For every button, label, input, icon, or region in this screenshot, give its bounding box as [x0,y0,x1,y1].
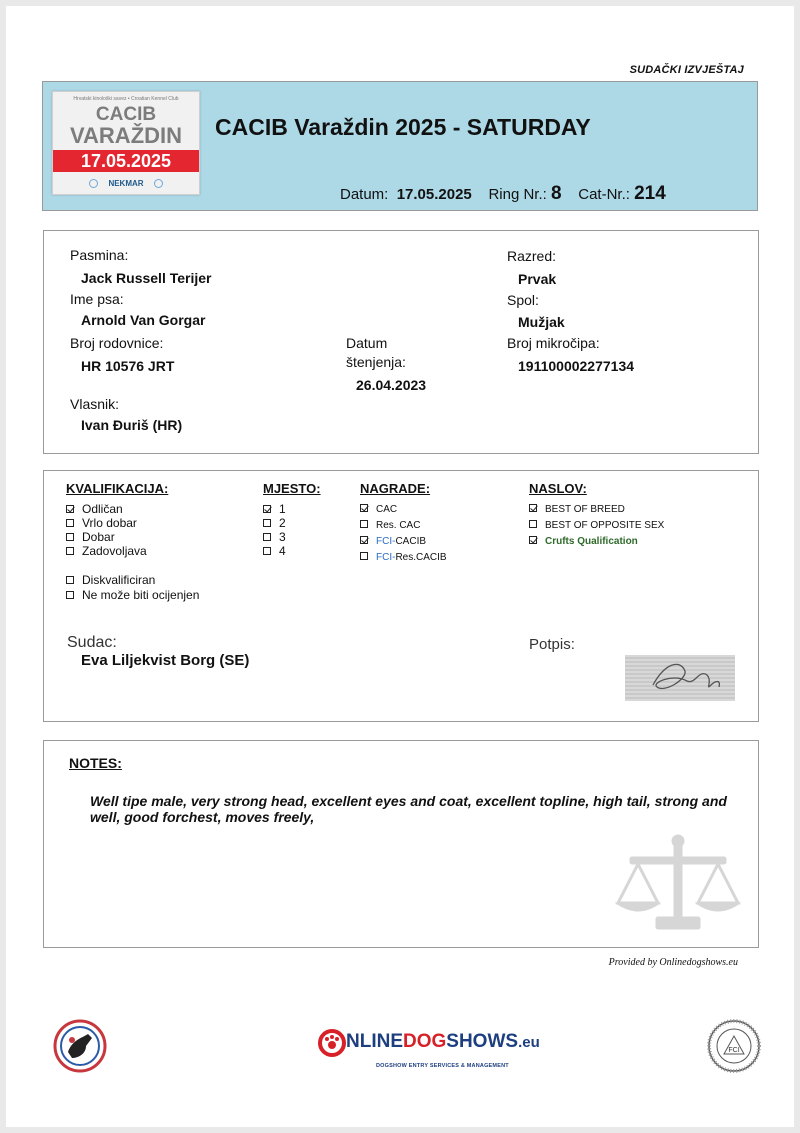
logo-badge-icon [89,179,98,188]
breed-label: Pasmina: [70,247,129,263]
qualification-option[interactable]: Dobar [66,530,115,544]
checkbox-icon[interactable] [529,504,537,512]
placement-option[interactable]: 1 [263,502,286,516]
birth-label-2: štenjenja: [346,354,406,370]
class-value: Prvak [518,271,557,287]
event-info-row [340,183,666,205]
award-option[interactable]: CAC [360,503,397,517]
report-page [6,6,794,1127]
brand-tagline: DOGSHOW ENTRY SERVICES & MANAGEMENT [376,1063,509,1069]
report-type: SUDAČKI IZVJEŠTAJ [629,64,744,76]
notes-title: NOTES: [69,755,122,771]
checkbox-icon[interactable] [66,576,74,584]
checkbox-icon[interactable] [66,547,74,555]
scales-watermark-icon [610,831,750,941]
checkbox-icon[interactable] [263,533,271,541]
ring-label: Ring Nr.: [488,186,547,203]
checkbox-icon[interactable] [263,505,271,513]
cat-label: Cat-Nr.: [578,186,630,203]
awards-heading: NAGRADE: [360,481,431,496]
logo-line1: CACIB [95,104,157,125]
qualification-option[interactable]: Zadovoljava [66,544,147,558]
checkbox-icon[interactable] [66,505,74,513]
event-title: CACIB Varaždin 2025 - SATURDAY [215,114,591,140]
pedigree-label: Broj rodovnice: [70,335,164,351]
checkbox-icon[interactable] [360,552,368,560]
checkbox-icon[interactable] [263,519,271,527]
fci-logo-icon [706,1018,762,1074]
owner-label: Vlasnik: [70,396,120,412]
award-option[interactable]: FCI-CACIB [360,535,426,549]
class-label: Razred: [507,248,557,264]
placement-option[interactable]: 4 [263,544,286,558]
placement-option[interactable]: 2 [263,516,286,530]
chip-label: Broj mikročipa: [507,335,600,351]
fci-prefix: FCI- [376,552,396,563]
notes-text: Well tipe male, very strong head, excellent eyes and coat, excellent topline, high tail, strong and well, good forchest, moves freely, [90,793,727,825]
paw-icon [318,1028,346,1058]
qualification-extra-option[interactable]: Diskvalificiran [66,573,155,587]
logo-date: 17.05.2025 [53,150,199,172]
provided-by: Provided by Onlinedogshows.eu [608,957,738,968]
checkbox-icon[interactable] [66,591,74,599]
qualification-heading: KVALIFIKACIJA: [66,481,169,496]
signature-image [625,655,735,701]
placement-heading: MJESTO: [263,481,321,496]
logo-org-text: Hrvatski kinološki savez • Croatian Kennel Club [73,96,179,102]
ring-value: 8 [550,183,562,204]
award-option[interactable]: Res. CAC [360,519,420,533]
logo-seal-icon [154,179,163,188]
pedigree-value: HR 10576 JRT [81,358,175,374]
signature-label: Potpis: [529,636,575,653]
checkbox-icon[interactable] [360,520,368,528]
sex-label: Spol: [507,292,539,308]
breed-value: Jack Russell Terijer [81,270,212,286]
title-option[interactable]: BEST OF BREED [529,503,625,517]
fci-text: FCI [728,1047,740,1054]
name-label: Ime psa: [70,291,124,307]
event-logo [52,91,200,195]
brand-wordmark: NLINEDOGSHOWS.eu [346,1031,540,1052]
checkbox-icon[interactable] [529,536,537,544]
checkbox-icon[interactable] [360,536,368,544]
dog-info-box [43,230,759,454]
judge-label: Sudac: [67,634,117,651]
results-box [43,470,759,722]
name-value: Arnold Van Gorgar [81,312,206,328]
logo-sponsor: NEKMAR [108,179,144,188]
award-option[interactable]: FCI-Res.CACIB [360,551,447,565]
title-option[interactable]: BEST OF OPPOSITE SEX [529,519,664,533]
checkbox-icon[interactable] [66,519,74,527]
chip-value: 191100002277134 [518,358,635,374]
logo-footer [53,177,199,191]
judge-name: Eva Liljekvist Borg (SE) [81,652,250,669]
checkbox-icon[interactable] [529,520,537,528]
onlinedogshows-logo [318,1028,540,1078]
qualification-option[interactable]: Odličan [66,502,123,516]
notes-box [43,740,759,948]
fci-prefix: FCI- [376,536,396,547]
event-header [42,81,758,211]
sex-value: Mužjak [518,314,565,330]
kennel-club-logo-icon [52,1018,108,1074]
owner-value: Ivan Đuriš (HR) [81,417,183,433]
checkbox-icon[interactable] [66,533,74,541]
title-option[interactable]: Crufts Qualification [529,535,638,549]
checkbox-icon[interactable] [360,504,368,512]
birth-label-1: Datum [346,335,388,351]
cat-value: 214 [634,183,666,204]
qualification-option[interactable]: Vrlo dobar [66,516,137,530]
logo-line2: VARAŽDIN [69,123,183,148]
qualification-extra-option[interactable]: Ne može biti ocijenjen [66,588,199,602]
placement-option[interactable]: 3 [263,530,286,544]
datum-label: Datum: [340,186,389,203]
datum-value: 17.05.2025 [396,186,472,203]
checkbox-icon[interactable] [263,547,271,555]
titles-heading: NASLOV: [529,481,587,496]
birth-value: 26.04.2023 [356,377,427,393]
